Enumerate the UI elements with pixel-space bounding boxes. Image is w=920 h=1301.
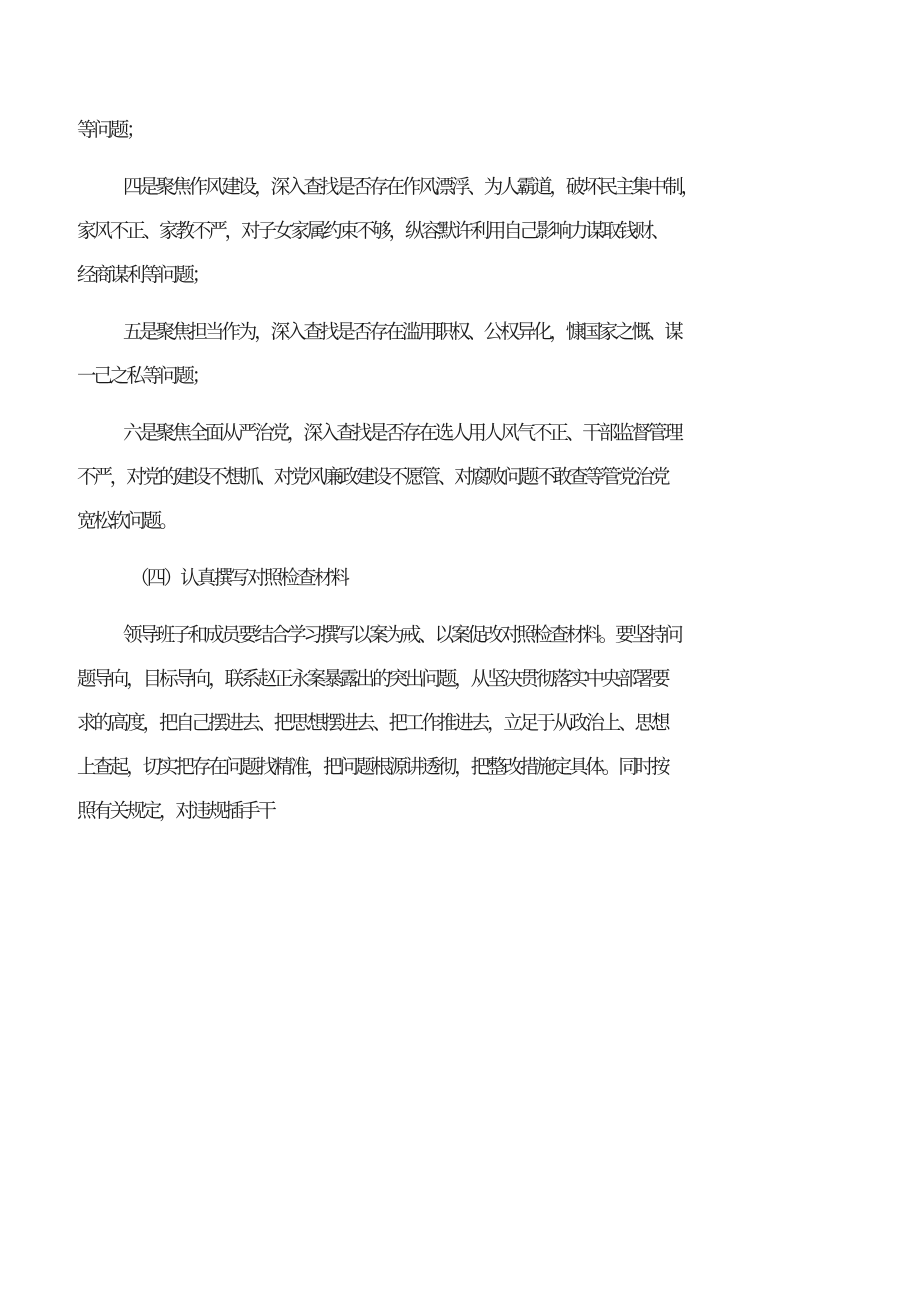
paragraph-6-line-1: 领导班子和成员要结合学习撰写以案为戒、以案促改对照检查材料。要坚持问 bbox=[123, 623, 681, 646]
paragraph-6-line-5: 照有关规定，对违规插手干 bbox=[77, 799, 274, 822]
paragraph-4-line-3: 宽松软问题。 bbox=[77, 509, 176, 532]
paragraph-6-line-2: 题导向，目标导向，联系赵正永案暴露出的突出问题，从坚决贯彻落实中央部署要 bbox=[77, 667, 668, 690]
paragraph-1-line-1: 等问题； bbox=[77, 118, 143, 141]
paragraph-3-line-2: 一己之私等问题； bbox=[77, 364, 209, 387]
paragraph-3-line-1: 五是聚焦担当作为，深入查找是否存在滥用职权、公权异化，慷国家之慨、谋 bbox=[123, 320, 681, 343]
paragraph-6-line-3: 求的高度，把自己摆进去、把思想摆进去、把工作推进去，立足于从政治上、思想 bbox=[77, 711, 668, 734]
paragraph-4-line-2: 不严，对党的建设不想抓、对党风廉政建设不愿管、对腐败问题不敢查等管党治党 bbox=[77, 465, 668, 488]
paragraph-2-line-2: 家风不正、家教不严，对子女家属约束不够，纵容默许利用自己影响力谋取钱财、 bbox=[77, 219, 668, 242]
paragraph-4-line-1: 六是聚焦全面从严治党，深入查找是否存在选人用人风气不正、干部监督管理 bbox=[123, 421, 681, 444]
paragraph-2-line-1: 四是聚焦作风建设，深入查找是否存在作风漂浮、为人霸道，破坏民主集中制， bbox=[123, 175, 698, 198]
paragraph-2-line-3: 经商谋利等问题； bbox=[77, 263, 209, 286]
section-heading: （四）认真撰写对照检查材料 bbox=[130, 566, 348, 589]
paragraph-6-line-4: 上查起，切实把存在问题找精准，把问题根源讲透彻，把整改措施定具体。同时按 bbox=[77, 755, 668, 778]
